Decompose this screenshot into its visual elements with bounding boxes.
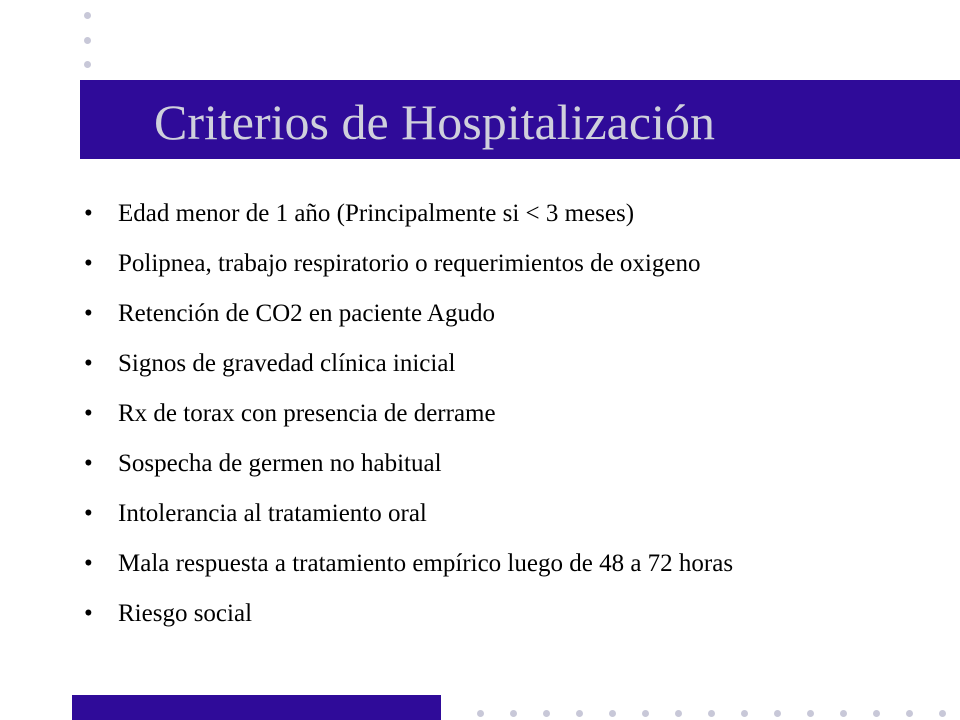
bullet-item bbox=[84, 499, 884, 529]
bullet-dot-icon: • bbox=[84, 600, 93, 627]
bullet-text: Edad menor de 1 año (Principalmente si < 3 meses) bbox=[118, 200, 635, 227]
bullet-text: Polipnea, trabajo respiratorio o requerimientos de oxigeno bbox=[118, 250, 701, 277]
decor-dot bbox=[675, 710, 682, 717]
bottom-accent-bar bbox=[72, 695, 441, 720]
bullet-list bbox=[84, 199, 884, 649]
slide-title: Criterios de Hospitalización bbox=[154, 94, 715, 150]
decor-dot bbox=[510, 710, 517, 717]
bullet-item bbox=[84, 349, 884, 379]
bullet-item bbox=[84, 249, 884, 279]
bullet-text: Retención de CO2 en paciente Agudo bbox=[118, 300, 495, 327]
bullet-item bbox=[84, 299, 884, 329]
decor-dot bbox=[609, 710, 616, 717]
decor-dot bbox=[576, 710, 583, 717]
decor-dot bbox=[807, 710, 814, 717]
decor-dot bbox=[84, 12, 91, 19]
bullet-dot-icon: • bbox=[84, 250, 93, 277]
decor-dot bbox=[741, 710, 748, 717]
decor-dot bbox=[84, 61, 91, 68]
decor-dot bbox=[477, 710, 484, 717]
bullet-dot-icon: • bbox=[84, 500, 93, 527]
bullet-text: Signos de gravedad clínica inicial bbox=[118, 350, 456, 377]
bullet-item bbox=[84, 599, 884, 629]
decor-dot bbox=[939, 710, 946, 717]
bullet-item bbox=[84, 199, 884, 229]
bullet-item bbox=[84, 399, 884, 429]
decor-dot bbox=[774, 710, 781, 717]
bullet-text: Intolerancia al tratamiento oral bbox=[118, 500, 427, 527]
bullet-text: Sospecha de germen no habitual bbox=[118, 450, 442, 477]
bullet-dot-icon: • bbox=[84, 200, 93, 227]
bullet-dot-icon: • bbox=[84, 300, 93, 327]
decor-dot bbox=[906, 710, 913, 717]
bullet-item bbox=[84, 449, 884, 479]
decor-dot bbox=[840, 710, 847, 717]
decor-dot bbox=[708, 710, 715, 717]
decor-dot bbox=[543, 710, 550, 717]
bullet-dot-icon: • bbox=[84, 400, 93, 427]
bullet-text: Mala respuesta a tratamiento empírico luego de 48 a 72 horas bbox=[118, 550, 734, 577]
bullet-dot-icon: • bbox=[84, 550, 93, 577]
bullet-text: Riesgo social bbox=[118, 600, 253, 627]
bullet-dot-icon: • bbox=[84, 450, 93, 477]
decor-dot bbox=[873, 710, 880, 717]
decor-dot bbox=[84, 37, 91, 44]
bullet-item bbox=[84, 549, 884, 579]
bullet-dot-icon: • bbox=[84, 350, 93, 377]
bullet-text: Rx de torax con presencia de derrame bbox=[118, 400, 496, 427]
decor-dot bbox=[642, 710, 649, 717]
